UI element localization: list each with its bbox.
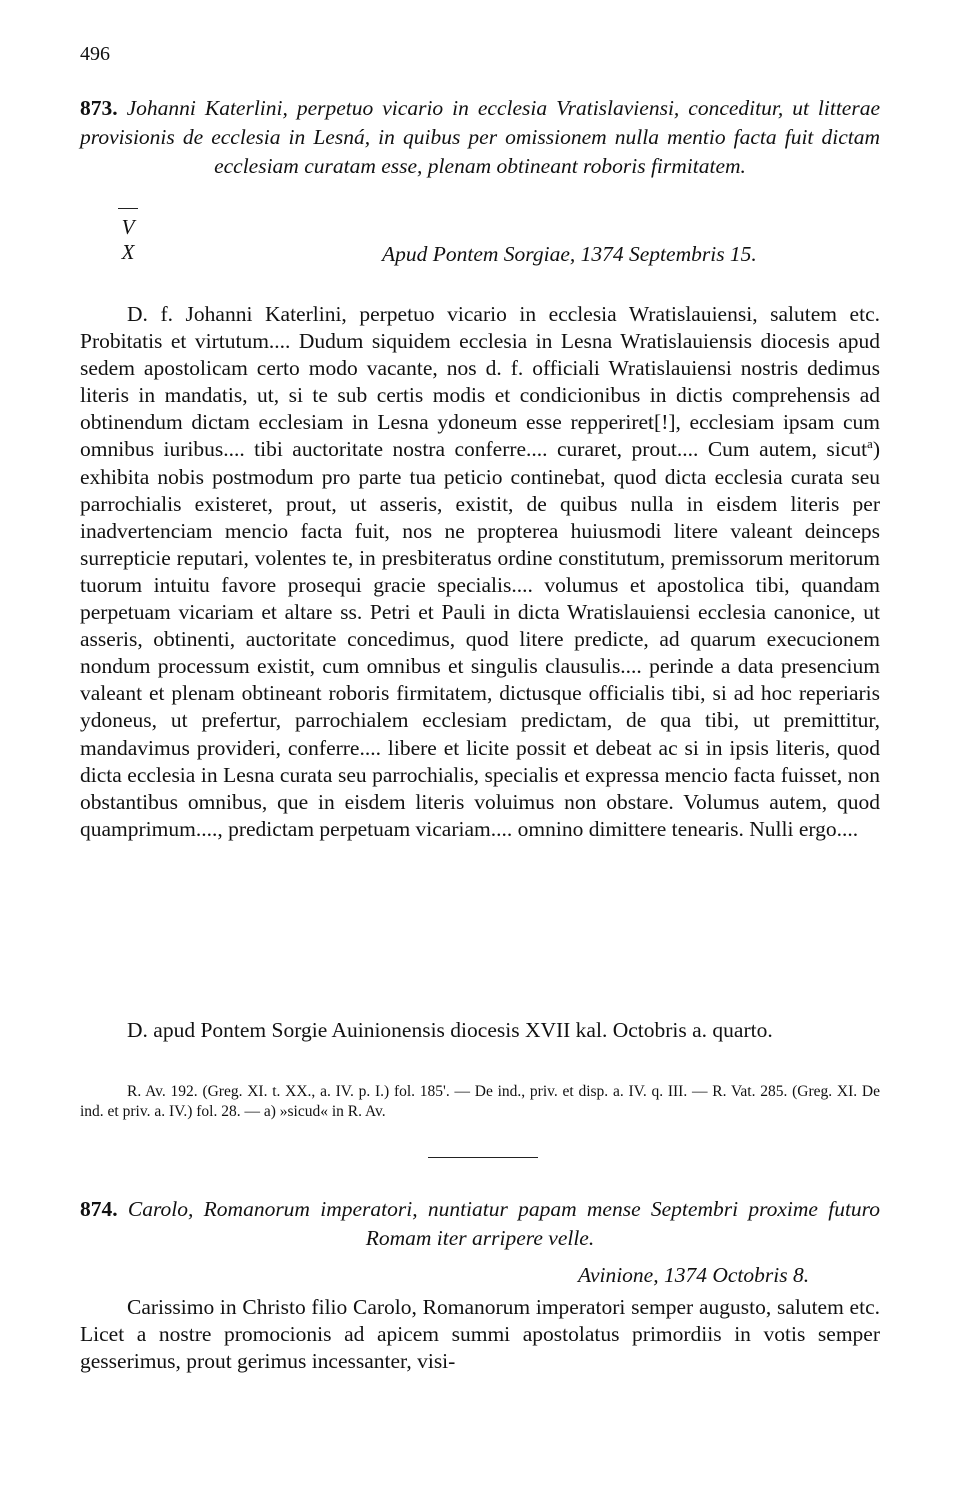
footnote-mark: a — [867, 436, 873, 452]
entry-873-body — [80, 301, 880, 843]
entry-873-date-closing: D. apud Pontem Sorgie Auinionensis diocesis XVII kal. Octobris a. quarto. — [127, 1018, 773, 1042]
entry-874-title: Carolo, Romanorum imperatori, nuntiatur papam mense Septembri proxime futuro Romam iter arripere velle. — [127, 1197, 880, 1250]
entry-874-heading — [80, 1195, 880, 1253]
register-top: V — [121, 215, 135, 239]
entry-873-body-part2: ) exhibita nobis postmodum pro parte tua peticio continebat, quod dicta ecclesia curata seu parrochialis existeret, prout, ut asseris, existit, de quibus nulla in eisdem literis per inadvertenciam mencio facta fuit, nos ne propterea huiusmodi litere valeant deinceps surrepticie reputari, volentes te, in presbiteratus ordine constitutum, premissorum meritorum tuorum intuitu favore prosequi gracie specialis.... volumus et apostolica tibi, quandam perpetuam vicariam et altare ss. Petri et Pauli in dicta Wratislauiensi ecclesia canonice, ut asseris, obtinenti, auctoritate concedimus, quod litere predicte, ad quarum execucionem nondum processum existit, cum omnibus et singulis clausulis.... perinde a data presencium valeant et plenam obtineant roboris firmitatem, dictusque officialis tibi, si ad hoc reperiaris ydoneus, ut prefertur, parrochialem ecclesiam predictam, de qua tibi, ut premittitur, mandavimus provideri, conferre.... libere et licite possit et debeat ac si in ipsis literis, quod dicta ecclesia in Lesna curata seu parrochialis, specialis et expressa mencio facta fuisset, non obstantibus omnibus, que in eisdem literis voluimus non obstare. Volumus autem, quod quamprimum...., predictam perpetuam vicariam.... omnino dimittere tenearis. Nulli ergo.... — [80, 437, 880, 841]
register-mark — [118, 208, 138, 265]
entry-873-number: 873. — [80, 96, 118, 120]
page-number: 496 — [80, 43, 110, 65]
entry-874-number: 874. — [80, 1197, 118, 1221]
register-bar — [118, 208, 138, 209]
entry-873-heading — [80, 94, 880, 181]
entry-874-body: Carissimo in Christo filio Carolo, Romanorum imperatori semper augusto, salutem etc. Licet a nostre promocionis ad apicem summi apostolatus primordiis in votis semper gesserimus, prout gerimus incessanter, visi- — [80, 1295, 880, 1374]
entry-873-dateline: Apud Pontem Sorgiae, 1374 Septembris 15. — [382, 242, 757, 266]
entry-874-dateline: Avinione, 1374 Octobris 8. — [578, 1263, 810, 1287]
entry-873-title: Johanni Katerlini, perpetuo vicario in ecclesia Vratislaviensi, conceditur, ut litterae provisionis de ecclesia in Lesná, in quibus per omissionem nulla mentio facta fuit dictam ecclesiam curatam esse, plenam obtineant roboris firmitatem. — [80, 96, 880, 178]
entry-873-notes: R. Av. 192. (Greg. XI. t. XX., a. IV. p. I.) fol. 185'. — De ind., priv. et disp. a. IV. q. III. — R. Vat. 285. (Greg. XI. De ind. et priv. a. IV.) fol. 28. — a) »sicud« in R. Av. — [80, 1083, 880, 1120]
entry-873-body-part1: D. f. Johanni Katerlini, perpetuo vicario in ecclesia Wratislauiensi, salutem etc. Probitatis et virtutum.... Dudum siquidem ecclesia in Lesna Wratislauiensis diocesis apud sedem apostolicam certo modo vacante, nos d. f. officiali Wratislauiensi nostris dedimus literis in mandatis, ut, si te sub certis modis et condicionibus in dictis comprehensis ad obtinendum dictam ecclesiam in Lesna ydoneum esse repperiret[!], ecclesiam ipsam cum omnibus iuribus.... tibi auctoritate nostra conferre.... curaret, prout.... Cum autem, sicut — [80, 302, 880, 462]
register-bottom: X — [121, 240, 135, 264]
section-divider — [428, 1157, 538, 1158]
